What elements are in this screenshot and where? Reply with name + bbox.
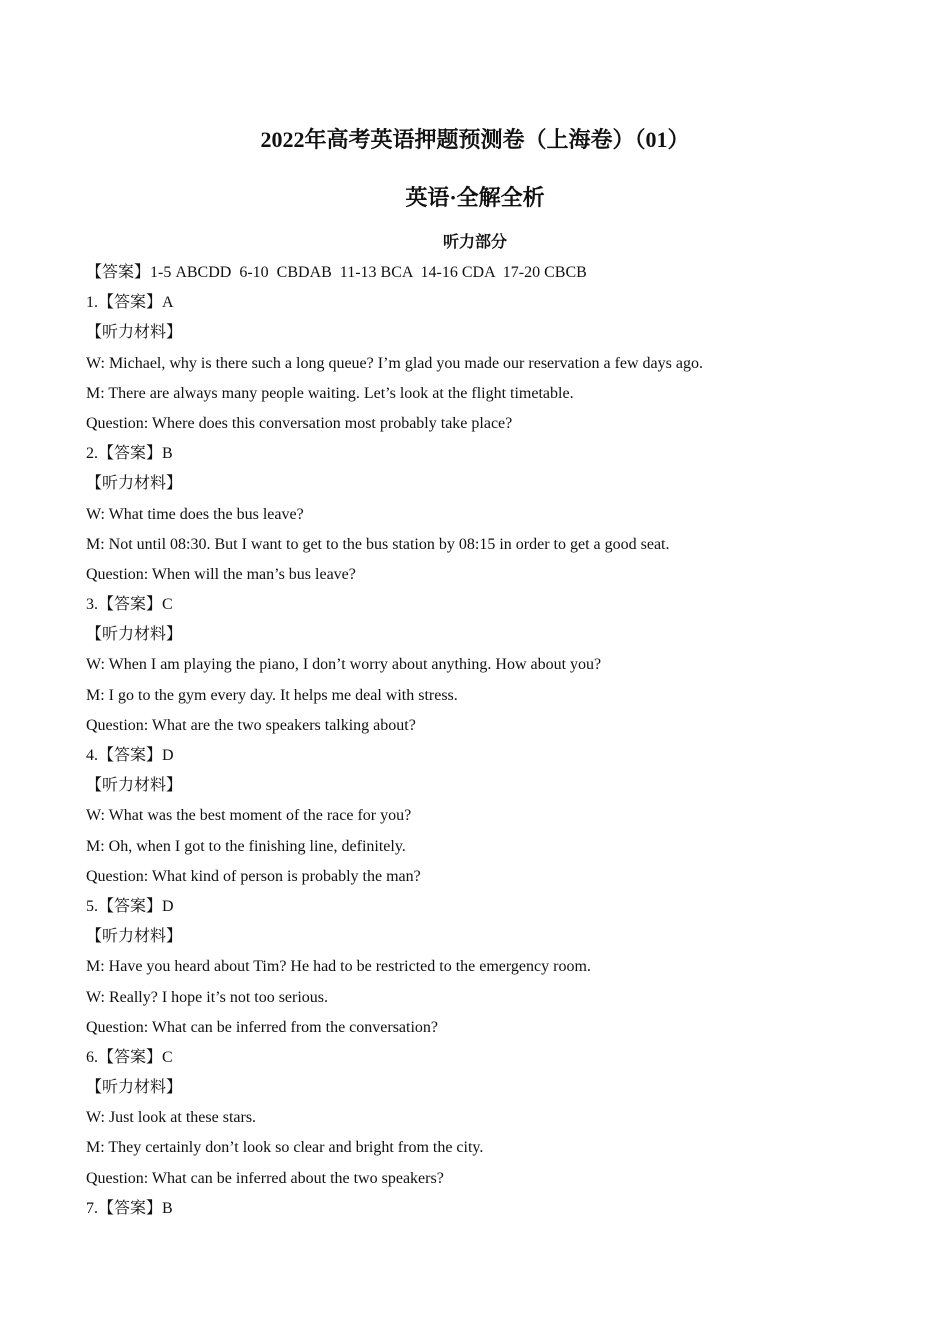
answer-line: 6.【答案】C [86,1048,173,1066]
question-line: Question: Where does this conversation most probably take place? [86,414,513,432]
question-line: Question: What kind of person is probably the man? [86,867,421,885]
answer-line: 5.【答案】D [86,897,174,915]
material-label: 【听力材料】 [86,777,183,795]
dialogue-line: M: I go to the gym every day. It helps me deal with stress. [86,686,458,704]
answer-summary: 【答案】1-5 ABCDD 6-10 CBDAB 11-13 BCA 14-16 CDA 17-20 CBCB [86,264,587,281]
dialogue-line: W: Michael, why is there such a long queue? I’m glad you made our reservation a few days ago. [86,354,703,372]
answer-line: 1.【答案】A [86,294,174,312]
answer-line: 7.【答案】B [86,1199,173,1217]
dialogue-line: W: What was the best moment of the race for you? [86,807,412,825]
document-subtitle: 英语·全解全析 [405,185,545,210]
dialogue-line: W: What time does the bus leave? [86,505,304,523]
dialogue-line: M: They certainly don’t look so clear and bright from the city. [86,1139,484,1157]
document-title: 2022年高考英语押题预测卷（上海卷）（01） [260,127,690,152]
dialogue-line: M: Have you heard about Tim? He had to be restricted to the emergency room. [86,958,591,976]
dialogue-line: M: There are always many people waiting. Let’s look at the flight timetable. [86,384,574,402]
material-label: 【听力材料】 [86,475,183,493]
document-body [86,258,886,1224]
question-line: Question: When will the man’s bus leave? [86,565,356,583]
dialogue-line: W: Just look at these stars. [86,1109,257,1127]
answer-line: 4.【答案】D [86,747,174,764]
material-label: 【听力材料】 [86,1079,183,1097]
material-label: 【听力材料】 [86,324,183,342]
dialogue-line: W: Really? I hope it’s not too serious. [86,988,329,1006]
dialogue-line: W: When I am playing the piano, I don’t worry about anything. How about you? [86,656,602,674]
answer-line: 2.【答案】B [86,445,173,463]
dialogue-line: M: Oh, when I got to the finishing line, definitely. [86,837,406,855]
answer-line: 3.【答案】C [86,596,173,614]
question-line: Question: What can be inferred from the conversation? [86,1018,439,1036]
dialogue-line: M: Not until 08:30. But I want to get to the bus station by 08:15 in order to get a good seat. [86,535,670,553]
section-heading: 听力部分 [442,234,507,251]
material-label: 【听力材料】 [86,626,183,644]
material-label: 【听力材料】 [86,928,183,946]
question-line: Question: What are the two speakers talking about? [86,716,416,734]
question-line: Question: What can be inferred about the two speakers? [86,1169,444,1187]
